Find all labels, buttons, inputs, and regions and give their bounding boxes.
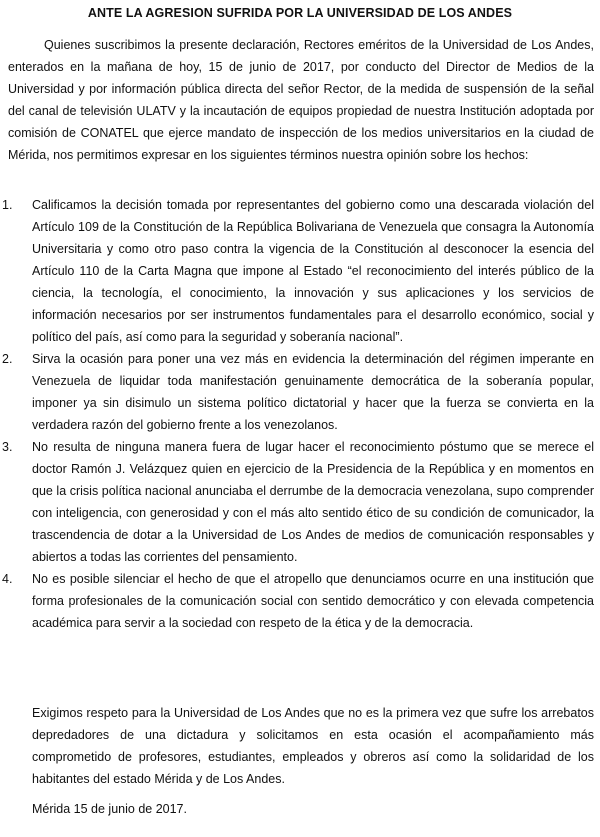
- list-item: [0, 194, 600, 348]
- list-item-number: 1.: [2, 198, 13, 212]
- list-item-text: No resulta de ninguna manera fuera de lugar hacer el reconocimiento póstumo que se merece el doctor Ramón J. Velázquez quien en ejercicio de la Presidencia de la República y en momentos en que la crisis política nacional anunciaba el derrumbe de la democracia venezolana, supo comprender con inteligencia, con generosidad y con el más alto sentido ético de su condición de comunicador, la trascendencia de dotar a la Universidad de Los Andes de medios de comunicación responsables y abiertos a todas las corrientes del pensamiento.: [32, 440, 594, 564]
- list-item: [0, 348, 600, 436]
- list-item-text: Sirva la ocasión para poner una vez más en evidencia la determinación del régimen imperante en Venezuela de liquidar toda manifestación genuinamente democrática de la soberanía popular, imponer ya sin disimulo un sistema político dictatorial y hacer que la fuerza se convierta en la verdadera razón del gobierno frente a los venezolanos.: [32, 352, 594, 432]
- signature-line: Mérida 15 de junio de 2017.: [32, 802, 187, 816]
- list-item-number: 4.: [2, 572, 13, 586]
- document-title: ANTE LA AGRESION SUFRIDA POR LA UNIVERSIDAD DE LOS ANDES: [87, 6, 513, 20]
- intro-paragraph: Quienes suscribimos la presente declaración, Rectores eméritos de la Universidad de Los Andes, enterados en la mañana de hoy, 15 de junio de 2017, por conducto del Director de Medios de la Universidad y por información pública directa del señor Rector, de la medida de suspensión de la señal del canal de televisión ULATV y la incautación de equipos propiedad de nuestra Institución adoptada por comisión de CONATEL que ejerce mandato de inspección de los medios universitarios en la ciudad de Mérida, nos permitimos expresar en los siguientes términos nuestra opinión sobre los hechos:: [8, 38, 594, 162]
- list-item: [0, 568, 600, 634]
- list-item-number: 3.: [2, 440, 13, 454]
- list-item-text: No es posible silenciar el hecho de que el atropello que denunciamos ocurre en una institución que forma profesionales de la comunicación social con sentido democrático y con elevada competencia académica para servir a la sociedad con respeto de la ética y de la democracia.: [32, 572, 594, 630]
- numbered-list: [0, 194, 600, 634]
- list-item: [0, 436, 600, 568]
- list-item-number: 2.: [2, 352, 13, 366]
- closing-paragraph: Exigimos respeto para la Universidad de Los Andes que no es la primera vez que sufre los arrebatos depredadores de una dictadura y solicitamos en esta ocasión el acompañamiento más comprometido de profesores, estudiantes, empleados y obreros así como la solidaridad de los habitantes del estado Mérida y de Los Andes.: [32, 706, 594, 786]
- list-item-text: Calificamos la decisión tomada por representantes del gobierno como una descarada violación del Artículo 109 de la Constitución de la República Bolivariana de Venezuela que consagra la Autonomía Universitaria y como otro paso contra la vigencia de la Constitución al desconocer la esencia del Artículo 110 de la Carta Magna que impone al Estado “el reconocimiento del interés público de la ciencia, la tecnología, el conocimiento, la innovación y sus aplicaciones y los servicios de información necesarios por ser instrumentos fundamentales para el desarrollo económico, social y político del país, así como para la seguridad y soberanía nacional”.: [32, 198, 594, 344]
